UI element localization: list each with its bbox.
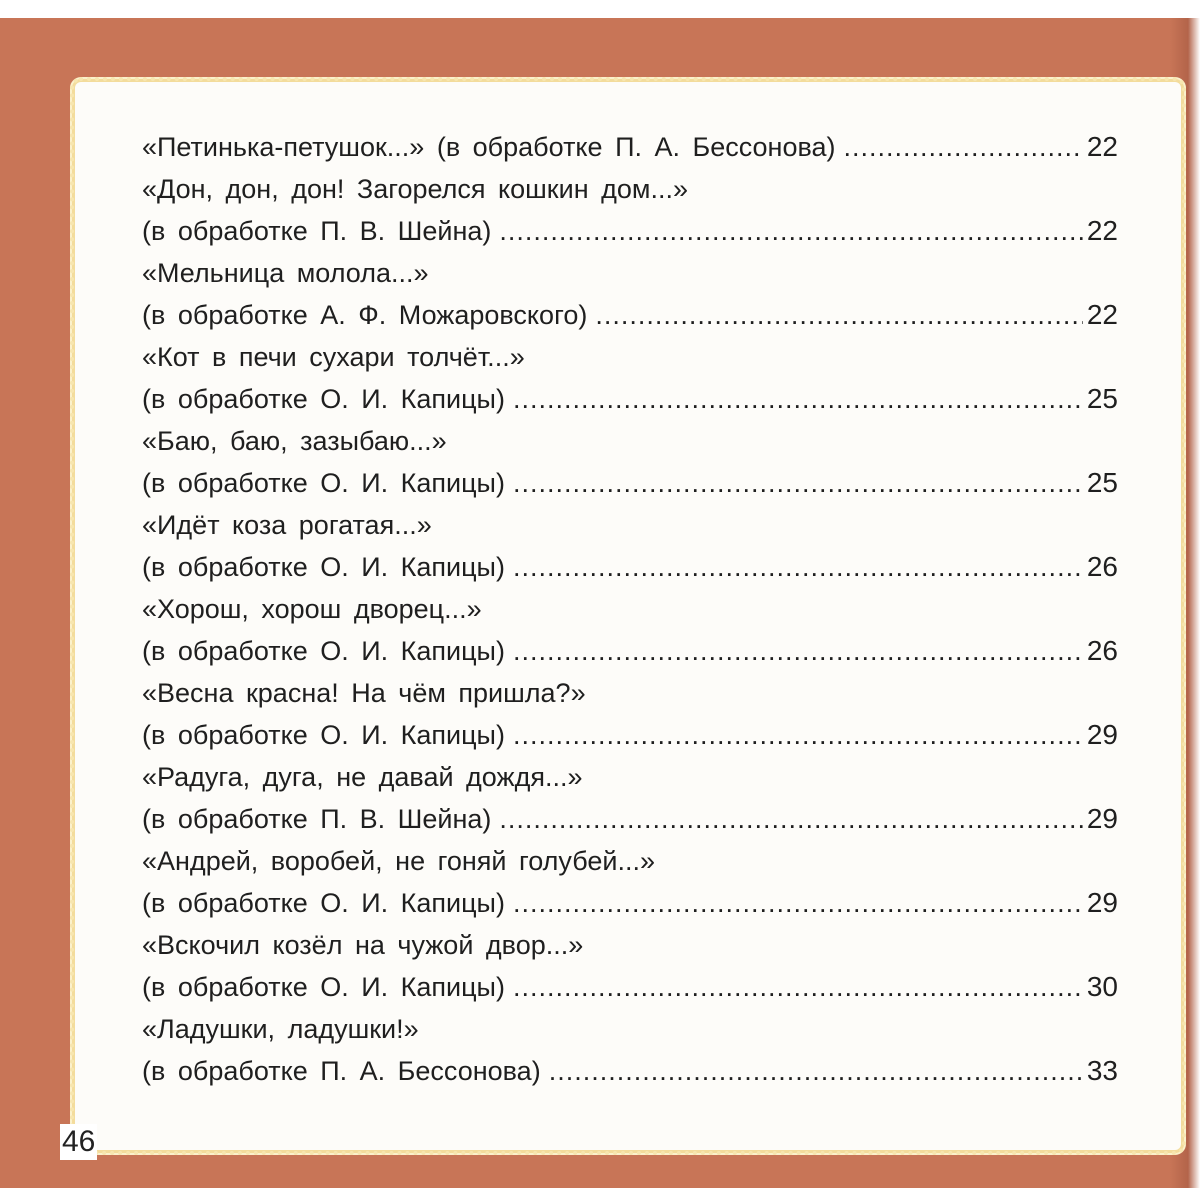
toc-entry[interactable]: [142, 336, 1118, 420]
toc-entry-subtitle: (в обработке О. И. Капицы): [142, 384, 505, 414]
dot-leader: [499, 798, 1082, 840]
dot-leader: [513, 630, 1083, 672]
toc-page-number: 29: [1086, 719, 1118, 750]
toc-entry-subtitle: (в обработке О. И. Капицы): [142, 972, 505, 1002]
toc-entry[interactable]: [142, 924, 1118, 1008]
dot-leader: [513, 378, 1083, 420]
toc-entry-subtitle: (в обработке П. В. Шейна): [142, 804, 492, 834]
toc-entry[interactable]: [142, 504, 1118, 588]
toc-entry-title: «Ладушки, ладушки!»: [142, 1014, 419, 1044]
toc-entry-line: [142, 126, 1118, 168]
toc-page-number: 22: [1086, 299, 1118, 330]
table-of-contents: [142, 126, 1118, 1092]
toc-page-number: 22: [1086, 215, 1118, 246]
toc-entry-subtitle: (в обработке А. Ф. Можаровского): [142, 300, 588, 330]
dot-leader: [513, 546, 1083, 588]
dot-leader: [844, 126, 1083, 168]
toc-entry-title: «Вскочил козёл на чужой двор...»: [142, 930, 584, 960]
dot-leader: [513, 966, 1083, 1008]
toc-entry[interactable]: [142, 420, 1118, 504]
toc-page-number: 25: [1086, 467, 1118, 498]
toc-page-number: 26: [1086, 551, 1118, 582]
toc-page-number: 22: [1086, 131, 1118, 162]
toc-entry-subtitle: (в обработке О. И. Капицы): [142, 720, 505, 750]
toc-entry[interactable]: [142, 756, 1118, 840]
dot-leader: [513, 714, 1083, 756]
dot-leader: [499, 210, 1082, 252]
toc-entry[interactable]: [142, 588, 1118, 672]
toc-entry[interactable]: [142, 840, 1118, 924]
toc-entry[interactable]: [142, 252, 1118, 336]
toc-entry-title: «Идёт коза рогатая...»: [142, 510, 432, 540]
toc-entry-title: «Мельница молола...»: [142, 258, 429, 288]
toc-page-number: 25: [1086, 383, 1118, 414]
toc-entry-title: «Кот в печи сухари толчёт...»: [142, 342, 525, 372]
toc-entry-subtitle: (в обработке П. В. Шейна): [142, 216, 492, 246]
dot-leader: [513, 882, 1083, 924]
toc-entry-subtitle: (в обработке П. А. Бессонова): [436, 132, 836, 162]
toc-page-number: 29: [1086, 803, 1118, 834]
dot-leader: [513, 462, 1083, 504]
toc-entry-title: «Хорош, хорош дворец...»: [142, 594, 482, 624]
toc-entry-title: «Петинька-петушок...»: [142, 132, 425, 162]
toc-page-number: 29: [1086, 887, 1118, 918]
toc-entry-title: «Радуга, дуга, не давай дождя...»: [142, 762, 583, 792]
page-number: 46: [62, 1125, 96, 1158]
toc-entry-title: «Баю, баю, зазыбаю...»: [142, 426, 447, 456]
toc-page-number: 33: [1086, 1055, 1118, 1086]
toc-entry-title: «Дон, дон, дон! Загорелся кошкин дом...»: [142, 174, 688, 204]
toc-entry-subtitle: (в обработке О. И. Капицы): [142, 636, 505, 666]
toc-entry[interactable]: [142, 1008, 1118, 1092]
dot-leader: [549, 1050, 1083, 1092]
toc-entry[interactable]: [142, 126, 1118, 168]
toc-entry-subtitle: (в обработке О. И. Капицы): [142, 552, 505, 582]
toc-entry-subtitle: (в обработке О. И. Капицы): [142, 468, 505, 498]
toc-entry-subtitle: (в обработке П. А. Бессонова): [142, 1056, 541, 1086]
toc-entry-subtitle: (в обработке О. И. Капицы): [142, 888, 505, 918]
toc-page-number: 26: [1086, 635, 1118, 666]
toc-entry[interactable]: [142, 168, 1118, 252]
toc-entry-title: «Андрей, воробей, не гоняй голубей...»: [142, 846, 655, 876]
toc-entry[interactable]: [142, 672, 1118, 756]
toc-page-number: 30: [1086, 971, 1118, 1002]
toc-entry-title: «Весна красна! На чём пришла?»: [142, 678, 586, 708]
dot-leader: [595, 294, 1083, 336]
